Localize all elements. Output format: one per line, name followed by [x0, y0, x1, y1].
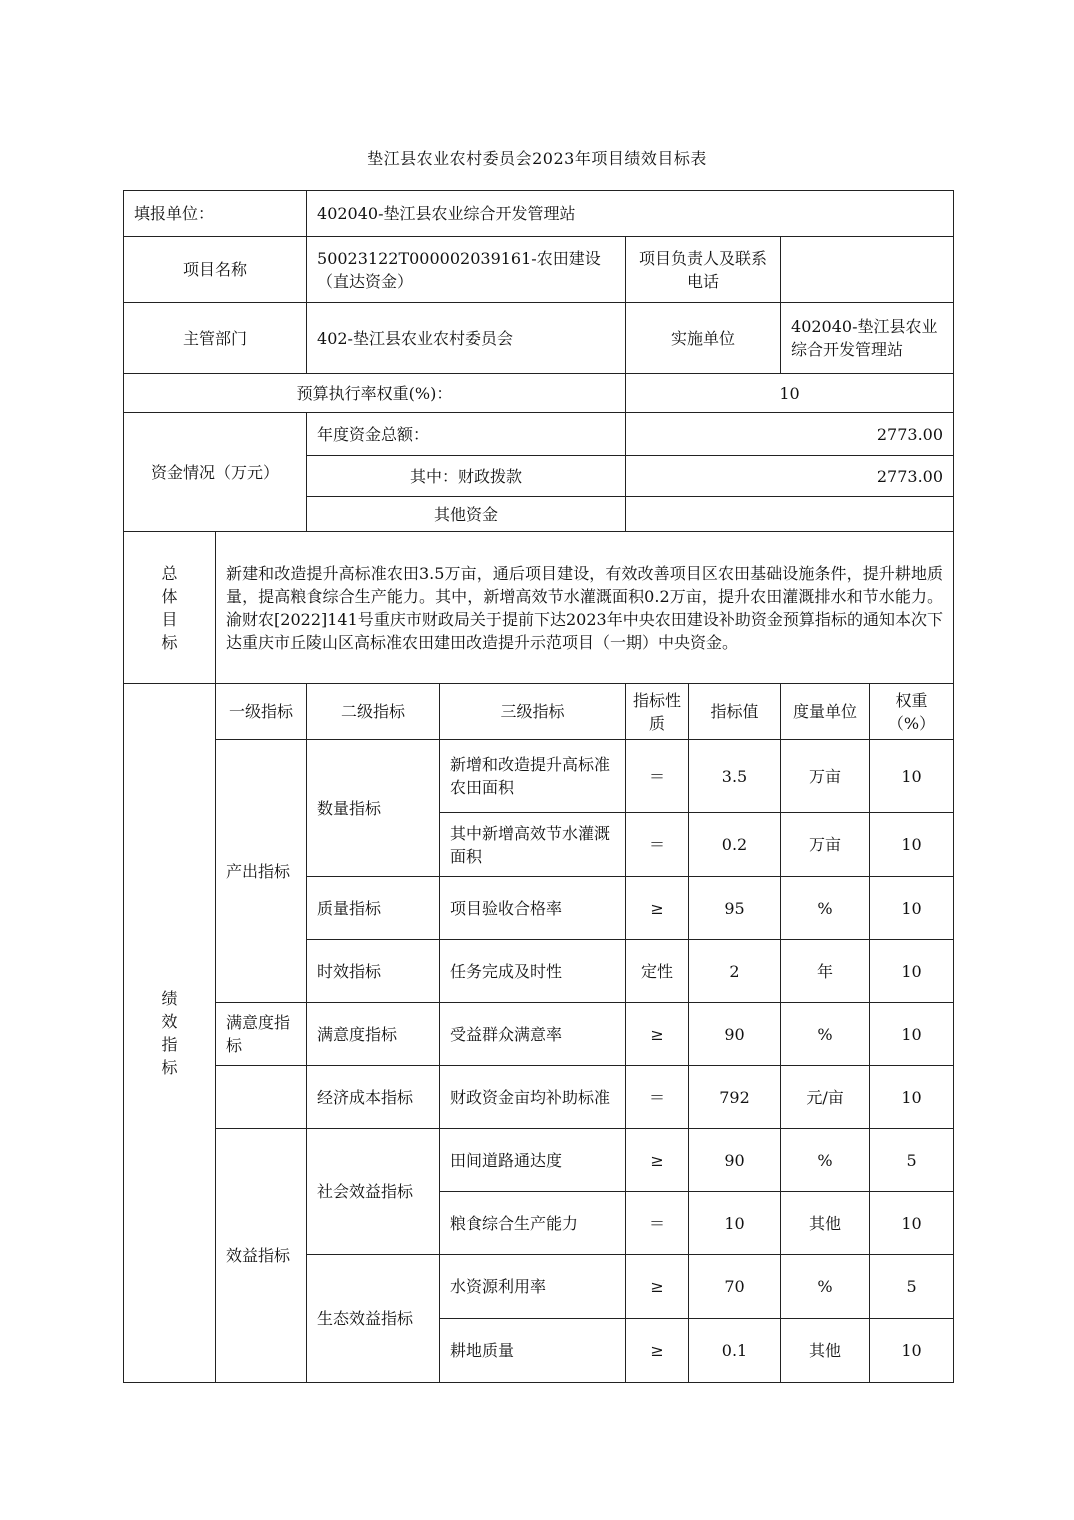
fill-unit-value: 402040-垫江县农业综合开发管理站 [307, 191, 954, 237]
project-name-label: 项目名称 [124, 237, 307, 303]
level1-benefit: 效益指标 [216, 1129, 307, 1383]
level2-ecological: 生态效益指标 [307, 1255, 440, 1383]
unit-cell: 年 [781, 940, 870, 1003]
header-value: 指标值 [689, 684, 781, 740]
weight-cell: 5 [870, 1129, 954, 1192]
funds-other-label: 其他资金 [307, 497, 626, 532]
weight-cell: 10 [870, 1319, 954, 1383]
level1-satisfaction: 满意度指标 [216, 1003, 307, 1066]
performance-target-table [123, 190, 954, 1383]
nature-cell: ≥ [626, 1319, 689, 1383]
level3-cell: 其中新增高效节水灌溉面积 [440, 813, 626, 877]
level2-timeliness: 时效指标 [307, 940, 440, 1003]
level3-cell: 项目验收合格率 [440, 877, 626, 940]
weight-cell: 5 [870, 1255, 954, 1319]
impl-unit-value: 402040-垫江县农业综合开发管理站 [781, 303, 954, 374]
dept-label: 主管部门 [124, 303, 307, 374]
nature-cell: ≥ [626, 1255, 689, 1319]
weight-cell: 10 [870, 877, 954, 940]
indicators-label: 绩效指标 [124, 684, 216, 1383]
level2-quality: 质量指标 [307, 877, 440, 940]
nature-cell: ＝ [626, 1192, 689, 1255]
header-level3: 三级指标 [440, 684, 626, 740]
funds-other-value [626, 497, 954, 532]
level3-cell: 水资源利用率 [440, 1255, 626, 1319]
project-leader-label: 项目负责人及联系电话 [626, 237, 781, 303]
dept-value: 402-垫江县农业农村委员会 [307, 303, 626, 374]
unit-cell: 元/亩 [781, 1066, 870, 1129]
impl-unit-label: 实施单位 [626, 303, 781, 374]
table-row [124, 1129, 954, 1192]
unit-cell: % [781, 1129, 870, 1192]
header-level2: 二级指标 [307, 684, 440, 740]
level3-cell: 粮食综合生产能力 [440, 1192, 626, 1255]
weight-cell: 10 [870, 940, 954, 1003]
nature-cell: ≥ [626, 1003, 689, 1066]
unit-cell: 万亩 [781, 813, 870, 877]
value-cell: 70 [689, 1255, 781, 1319]
funds-fiscal-value: 2773.00 [626, 456, 954, 497]
value-cell: 2 [689, 940, 781, 1003]
value-cell: 0.2 [689, 813, 781, 877]
unit-cell: % [781, 1255, 870, 1319]
unit-cell: 万亩 [781, 740, 870, 813]
nature-cell: 定性 [626, 940, 689, 1003]
weight-cell: 10 [870, 813, 954, 877]
level1-output: 产出指标 [216, 740, 307, 1003]
weight-cell: 10 [870, 740, 954, 813]
project-name-row [124, 237, 954, 303]
unit-cell: % [781, 877, 870, 940]
weight-cell: 10 [870, 1192, 954, 1255]
unit-cell: 其他 [781, 1319, 870, 1383]
budget-rate-row [124, 374, 954, 413]
value-cell: 90 [689, 1129, 781, 1192]
level2-quantity: 数量指标 [307, 740, 440, 877]
table-row [124, 1066, 954, 1129]
level1-empty [216, 1066, 307, 1129]
header-unit: 度量单位 [781, 684, 870, 740]
level2-social: 社会效益指标 [307, 1129, 440, 1255]
project-name-value: 50023122T000002039161-农田建设（直达资金） [307, 237, 626, 303]
level3-cell: 新增和改造提升高标准农田面积 [440, 740, 626, 813]
header-level1: 一级指标 [216, 684, 307, 740]
level3-cell: 耕地质量 [440, 1319, 626, 1383]
level3-cell: 受益群众满意率 [440, 1003, 626, 1066]
value-cell: 95 [689, 877, 781, 940]
weight-cell: 10 [870, 1003, 954, 1066]
level2-satisfaction: 满意度指标 [307, 1003, 440, 1066]
overall-goal-row [124, 532, 954, 684]
department-row [124, 303, 954, 374]
value-cell: 0.1 [689, 1319, 781, 1383]
funds-label: 资金情况（万元） [124, 413, 307, 532]
unit-cell: % [781, 1003, 870, 1066]
fill-unit-row [124, 191, 954, 237]
value-cell: 90 [689, 1003, 781, 1066]
nature-cell: ＝ [626, 740, 689, 813]
level3-cell: 任务完成及时性 [440, 940, 626, 1003]
table-row [124, 740, 954, 813]
weight-cell: 10 [870, 1066, 954, 1129]
level3-cell: 田间道路通达度 [440, 1129, 626, 1192]
budget-rate-label: 预算执行率权重(%)： [124, 374, 626, 413]
table-row [124, 1003, 954, 1066]
header-nature: 指标性质 [626, 684, 689, 740]
unit-cell: 其他 [781, 1192, 870, 1255]
nature-cell: ＝ [626, 1066, 689, 1129]
budget-rate-value: 10 [626, 374, 954, 413]
nature-cell: ≥ [626, 877, 689, 940]
overall-goal-text: 新建和改造提升高标准农田3.5万亩，通后项目建设，有效改善项目区农田基础设施条件，提升耕地质量，提高粮食综合生产能力。其中，新增高效节水灌溉面积0.2万亩，提升农田灌溉排水和节水能力。渝财农[2022]141号重庆市财政局关于提前下达2023年中央农田建设补助资金预算指标的通知本次下达重庆市丘陵山区高标准农田建田改造提升示范项目（一期）中央资金。 [216, 532, 954, 684]
project-leader-value [781, 237, 954, 303]
value-cell: 3.5 [689, 740, 781, 813]
overall-goal-label: 总体目标 [124, 532, 216, 684]
funds-total-label: 年度资金总额： [307, 413, 626, 456]
funds-fiscal-label: 其中：财政拨款 [307, 456, 626, 497]
nature-cell: ＝ [626, 813, 689, 877]
indicator-header-row [124, 684, 954, 740]
value-cell: 792 [689, 1066, 781, 1129]
level3-cell: 财政资金亩均补助标准 [440, 1066, 626, 1129]
fill-unit-label: 填报单位： [124, 191, 307, 237]
header-weight: 权重（%） [870, 684, 954, 740]
funds-total-row [124, 413, 954, 456]
value-cell: 10 [689, 1192, 781, 1255]
level2-cost: 经济成本指标 [307, 1066, 440, 1129]
page-title: 垫江县农业农村委员会2023年项目绩效目标表 [367, 149, 707, 168]
nature-cell: ≥ [626, 1129, 689, 1192]
funds-total-value: 2773.00 [626, 413, 954, 456]
